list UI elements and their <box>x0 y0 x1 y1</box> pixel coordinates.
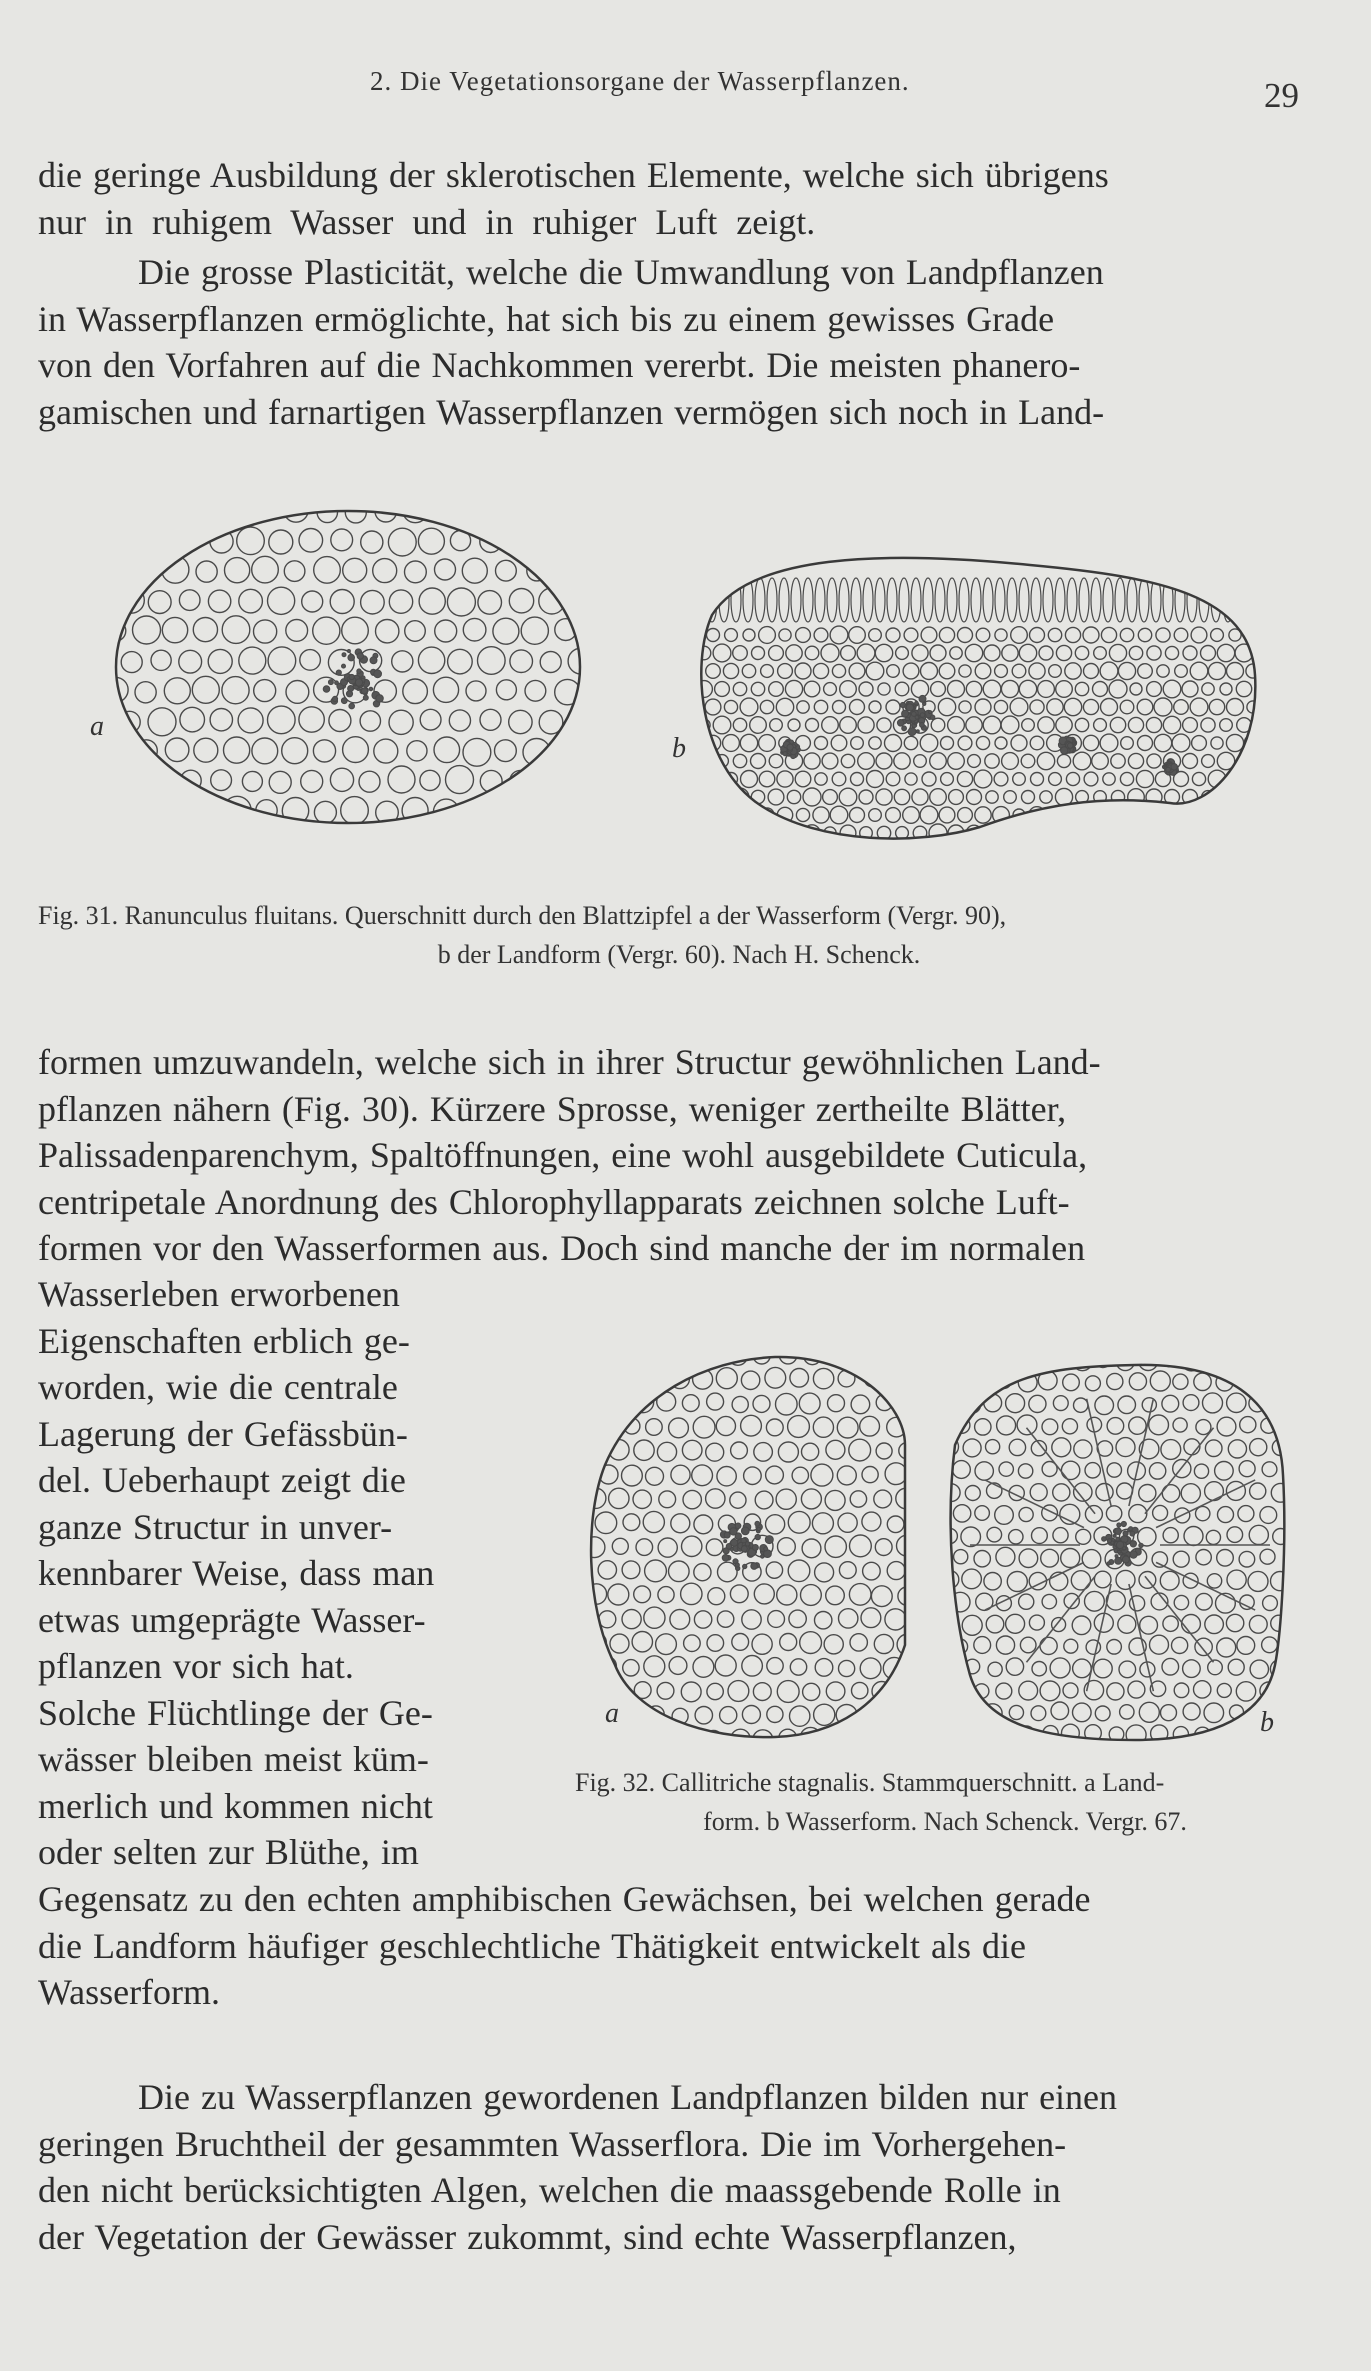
text-line: worden, wie die centrale <box>38 1367 398 1407</box>
caption-line: Fig. 31. Ranunculus fluitans. Querschnitt durch den Blattzipfel a der Wasserform (Vergr. 90), <box>38 901 1007 930</box>
text-line: etwas umgeprägte Wasser- <box>38 1599 426 1640</box>
text-line: oder selten zur Blüthe, im <box>38 1832 419 1872</box>
text-line: Gegensatz zu den echten amphibischen Gewächsen, bei welchen gerade <box>38 1879 1091 1919</box>
text-line: von den Vorfahren auf die Nachkommen vererbt. Die meisten phanero- <box>38 345 1081 385</box>
paragraph-air-forms <box>38 1039 1320 1272</box>
text-line: pflanzen nähern (Fig. 30). Kürzere Sprosse, weniger zertheilte Blätter, <box>38 1088 1067 1129</box>
paragraph-air-forms-end <box>38 1876 1320 2016</box>
paragraph-algae <box>38 2074 1320 2260</box>
fig31a-water-form-section <box>102 496 594 826</box>
text-line: Die zu Wasserpflanzen gewordenen Landpflanzen bilden nur einen <box>138 2077 1118 2117</box>
text-line: der Vegetation der Gewässer zukommt, sind echte Wasserpflanzen, <box>38 2216 1017 2257</box>
fig32-label-b: b <box>1260 1707 1274 1738</box>
text-line: merlich und kommen nicht <box>38 1785 433 1826</box>
fig32-label-a: a <box>605 1698 619 1729</box>
running-head: 2. Die Vegetationsorgane der Wasserpflanzen. <box>370 66 910 96</box>
text-line: kennbarer Weise, dass man <box>38 1553 435 1593</box>
text-line: Wasserleben erworbenen <box>38 1274 400 1314</box>
text-line: in Wasserpflanzen ermöglichte, hat sich bis zu einem gewisses Grade <box>38 298 1055 339</box>
text-line: geringen Bruchtheil der gesammten Wasserflora. Die im Vorhergehen- <box>38 2123 1067 2164</box>
text-line: Wasserform. <box>38 1972 221 2012</box>
paragraph-plasticity <box>38 249 1320 435</box>
text-line: formen vor den Wasserformen aus. Doch sind manche der im normalen <box>38 1228 1086 1268</box>
text-line: Solche Flüchtlinge der Ge- <box>38 1692 433 1733</box>
text-line: Lagerung der Gefässbün- <box>38 1413 408 1454</box>
caption-line: Fig. 32. Callitriche stagnalis. Stammquerschnitt. a Land- <box>575 1768 1165 1797</box>
text-line: centripetale Anordnung des Chlorophyllapparats zeichnen solche Luft- <box>38 1181 1070 1222</box>
figure-32-caption <box>575 1763 1315 1841</box>
caption-line: b der Landform (Vergr. 60). Nach H. Schenck. <box>437 940 921 969</box>
paragraph-wrap-column <box>38 1271 510 1876</box>
text-line: wässer bleiben meist küm- <box>38 1739 429 1779</box>
fig32a-land-form-section <box>584 1344 918 1751</box>
figure-31-caption <box>38 896 1320 974</box>
text-line: nur in ruhigem Wasser und in ruhiger Luft zeigt. <box>38 201 816 242</box>
text-line: formen umzuwandeln, welche sich in ihrer Structur gewöhnlichen Land- <box>38 1042 1101 1082</box>
text-line: del. Ueberhaupt zeigt die <box>38 1460 406 1500</box>
fig31-label-a: a <box>90 711 104 742</box>
text-line: die Landform häufiger geschlechtliche Thätigkeit entwickelt als die <box>38 1925 1026 1966</box>
text-line: ganze Structur in unver- <box>38 1506 393 1547</box>
fig32b-water-form-section <box>939 1350 1290 1745</box>
text-line: Die grosse Plasticität, welche die Umwandlung von Landpflanzen <box>138 252 1104 292</box>
figure-31-ranunculus-cross-sections <box>90 505 1280 900</box>
text-line: den nicht berücksichtigten Algen, welchen die maassgebende Rolle in <box>38 2170 1061 2210</box>
text-line: gamischen und farnartigen Wasserpflanzen vermögen sich noch in Land- <box>38 391 1105 432</box>
fig31-label-b: b <box>672 733 686 764</box>
figure-32-callitriche-cross-sections <box>575 1345 1335 1745</box>
caption-line: form. b Wasserform. Nach Schenck. Vergr. 67. <box>703 1807 1187 1836</box>
text-line: Palissadenparenchym, Spaltöffnungen, eine wohl ausgebildete Cuticula, <box>38 1135 1088 1175</box>
text-line: die geringe Ausbildung der sklerotischen Elemente, welche sich übrigens <box>38 155 1109 195</box>
text-line: Eigenschaften erblich ge- <box>38 1320 410 1361</box>
page-number: 29 <box>1264 76 1299 115</box>
paragraph-continuation <box>38 152 1320 245</box>
text-line: pflanzen vor sich hat. <box>38 1646 354 1686</box>
